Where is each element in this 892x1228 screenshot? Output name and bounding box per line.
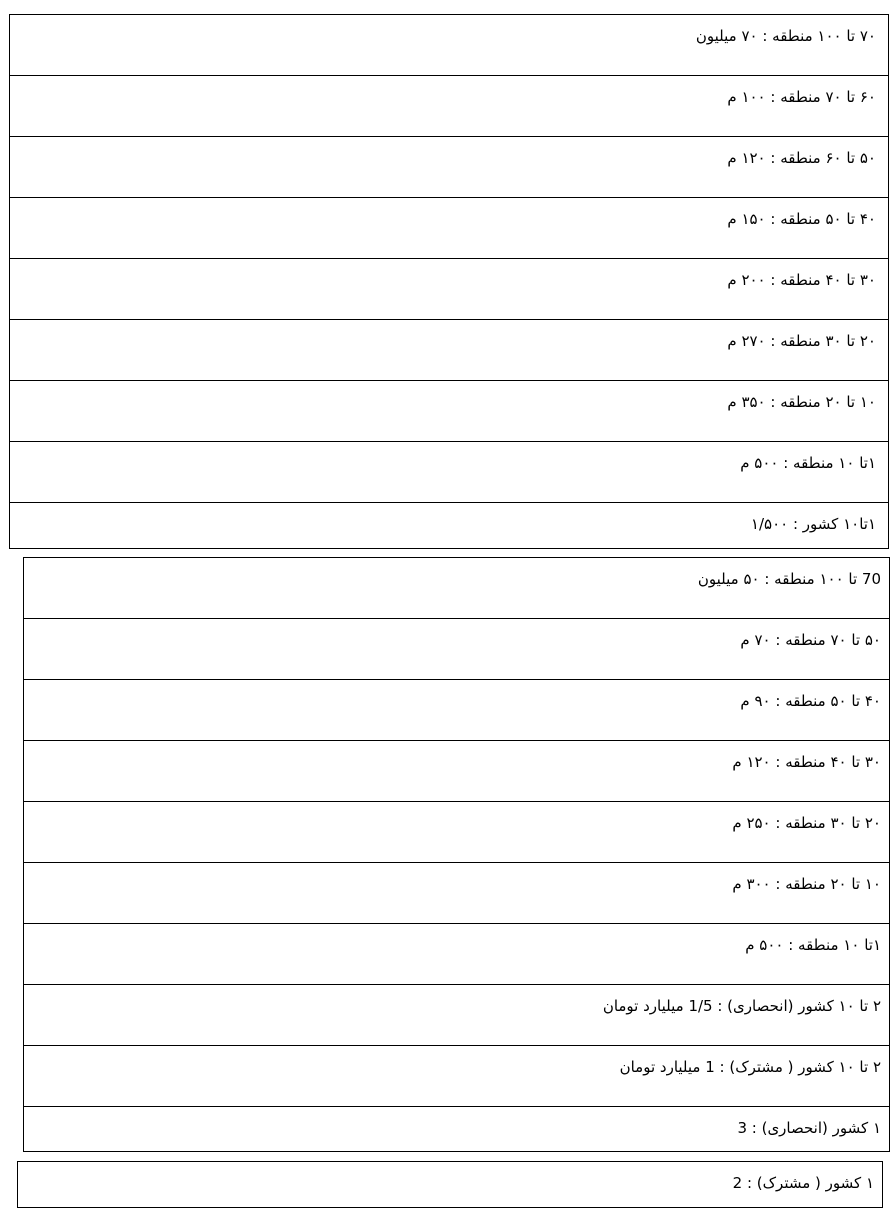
table-cell: ۱۰ تا ۲۰ منطقه : ۳۵۰ م: [727, 393, 876, 411]
table-cell: ۴۰ تا ۵۰ منطقه : ۱۵۰ م: [727, 210, 876, 228]
table-cell: ۱ کشور (انحصاری) : 3: [737, 1119, 881, 1137]
table-cell: ۱تا ۱۰ منطقه : ۵۰۰ م: [745, 936, 881, 954]
table-cell: ۴۰ تا ۵۰ منطقه : ۹۰ م: [740, 692, 881, 710]
table-row: [24, 863, 889, 924]
table-cell: ۱۰ تا ۲۰ منطقه : ۳۰۰ م: [732, 875, 881, 893]
price-table-1: [9, 14, 889, 549]
table-row: [24, 924, 889, 985]
table-row: [24, 558, 889, 619]
table-row: [10, 442, 888, 503]
table-row: [10, 320, 888, 381]
table-row: [10, 15, 888, 76]
table-row: [10, 381, 888, 442]
table-cell: ۲ تا ۱۰ کشور ( مشترک) : 1 میلیارد تومان: [619, 1058, 881, 1076]
table-row: [24, 741, 889, 802]
price-table-3: [17, 1161, 883, 1208]
table-row: [10, 198, 888, 259]
table-row: [24, 680, 889, 741]
table-cell: 70 تا ۱۰۰ منطقه : ۵۰ میلیون: [697, 570, 881, 588]
table-cell: ۱ کشور ( مشترک) : 2: [732, 1174, 874, 1192]
table-cell: ۵۰ تا ۷۰ منطقه : ۷۰ م: [740, 631, 881, 649]
table-row: [24, 619, 889, 680]
table-row: [24, 985, 889, 1046]
table-row: [24, 1107, 889, 1151]
table-row: [10, 137, 888, 198]
table-cell: ۲۰ تا ۳۰ منطقه : ۲۵۰ م: [732, 814, 881, 832]
table-row: [10, 503, 888, 548]
table-cell: ۲۰ تا ۳۰ منطقه : ۲۷۰ م: [727, 332, 876, 350]
table-cell: ۱تا۱۰ کشور : ۱/۵۰۰: [750, 515, 876, 533]
table-cell: ۳۰ تا ۴۰ منطقه : ۱۲۰ م: [732, 753, 881, 771]
price-table-2: [23, 557, 890, 1152]
table-row: [10, 259, 888, 320]
table-cell: ۳۰ تا ۴۰ منطقه : ۲۰۰ م: [727, 271, 876, 289]
table-cell: ۲ تا ۱۰ کشور (انحصاری) : 1/5 میلیارد تومان: [602, 997, 881, 1015]
table-row: [10, 76, 888, 137]
table-cell: ۶۰ تا ۷۰ منطقه : ۱۰۰ م: [727, 88, 876, 106]
table-cell: ۱تا ۱۰ منطقه : ۵۰۰ م: [740, 454, 876, 472]
table-row: [24, 802, 889, 863]
table-cell: ۷۰ تا ۱۰۰ منطقه : ۷۰ میلیون: [695, 27, 876, 45]
table-cell: ۵۰ تا ۶۰ منطقه : ۱۲۰ م: [727, 149, 876, 167]
table-row: [24, 1046, 889, 1107]
